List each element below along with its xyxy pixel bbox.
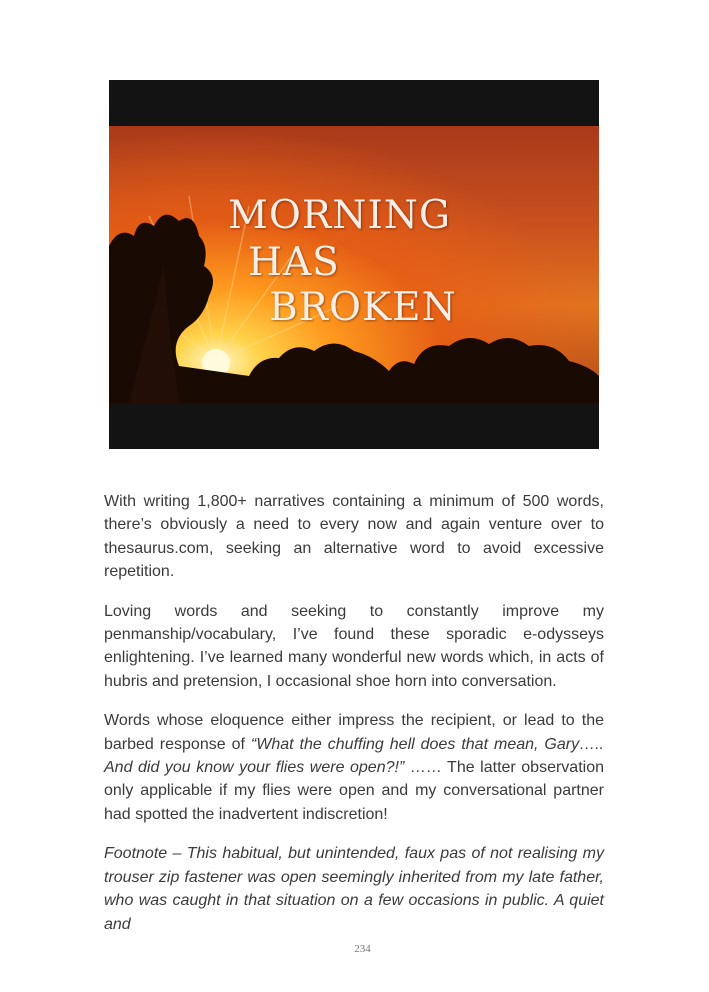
paragraph-2: Loving words and seeking to constantly improve my penmanship/vocabulary, I’ve found these sporadic e-odysseys enlightening. I’ve learned many wonderful new words which, in acts of hubris and pretension, I occasional shoe horn into conversation. [104,602,604,690]
hero-title-line-1: MORNING [228,193,452,238]
paragraph-3-quote: “What the chuffing hell does that mean, Gary….. And did you know your flies were open?!” [104,735,604,777]
footnote: Footnote – This habitual, but unintended, faux pas of not realising my trouser zip fastener was open seemingly inherited from my late father, who was caught in that situation on a few occasions in public. A quiet and [104,845,604,933]
hero-title-line-3: BROKEN [269,285,457,330]
hero-image [109,80,599,449]
letterbox-top [109,80,599,126]
page-number: 234 [354,943,371,955]
hero-title-line-2: HAS [248,240,340,285]
sunset-landscape-illustration [109,126,599,403]
sunset-scene [109,126,599,403]
article-body [104,490,604,936]
letterbox-bottom [109,403,599,449]
paragraph-3-end: …… The latter observation only applicable if my flies were open and my conversational partner had spotted the inadvertent indiscretion! [104,759,604,823]
paragraph-1: With writing 1,800+ narratives containing a minimum of 500 words, there’s obviously a need to every now and again venture over to thesaurus.com, seeking an alternative word to avoid excessive repetition. [104,493,604,581]
paragraph-3 [104,709,604,826]
paragraph-3-start: Words whose eloquence either impress the recipient, or lead to the barbed response of [104,712,604,753]
